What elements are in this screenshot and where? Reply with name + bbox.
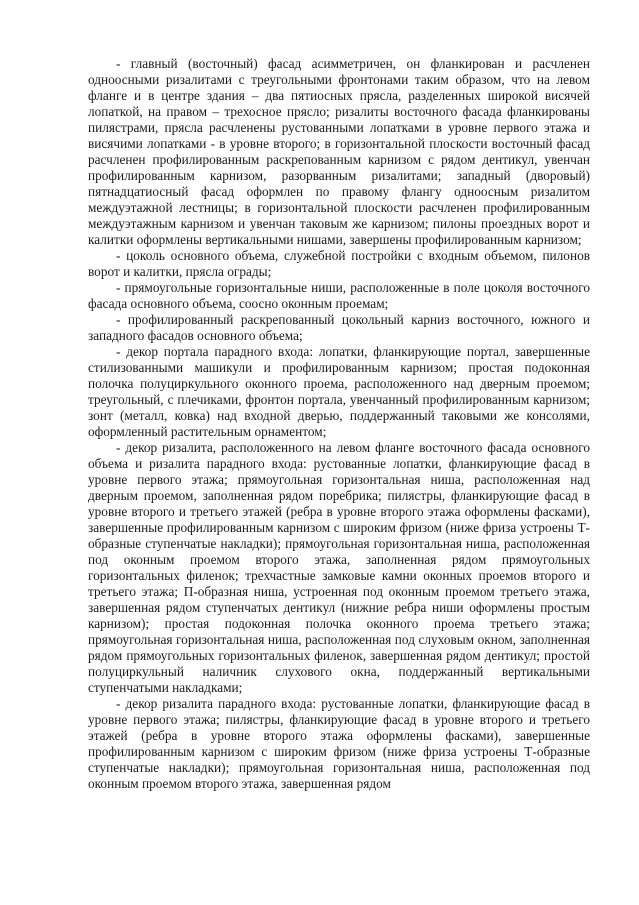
document-body [88,56,590,792]
paragraph-portal-decor: - декор портала парадного входа: лопатки, фланкирующие портал, завершенные стилизованными машикули и профилированным карнизом; простая подоконная полочка полуциркульного оконного проема, расположенного над дверным проемом; треугольный, с плечиками, фронтон портала, увенчанный профилированным карнизом; зонт (металл, ковка) над входной дверью, поддержанный таковыми же консолями, оформленный растительным орнаментом; [88,344,590,439]
paragraph-main-facade: - главный (восточный) фасад асимметричен, он фланкирован и расчленен одноосными ризалитами с треугольными фронтонами таким образом, что на левом фланге и в центре здания – два пятиосных прясла, разделенных широкой висячей лопаткой, на правом – трехосное прясло; ризалиты восточного фасада фланкированы пилястрами, прясла расчленены рустованными лопатками в уровне первого этажа и висячими лопатками - в уровне второго; в горизонтальной плоскости восточный фасад расчленен профилированным раскрепованным карнизом с рядом дентикул, увенчан профилированным карнизом, разорванным ризалитами; западный (дворовый) пятнадцатиосный фасад оформлен по правому флангу одноосным ризалитом междуэтажной лестницы; в горизонтальной плоскости расчленен профилированным междуэтажным карнизом и увенчан таковым же карнизом; пилоны проездных ворот и калитки оформлены вертикальными нишами, завершены профилированным карнизом; [88,56,590,247]
paragraph-plinth-cornice: - профилированный раскрепованный цокольный карниз восточного, южного и западного фасадов основного объема; [88,312,590,343]
paragraph-plinth: - цоколь основного объема, служебной постройки с входным объемом, пилонов ворот и калитки, прясла ограды; [88,248,590,279]
paragraph-niches: - прямоугольные горизонтальные ниши, расположенные в поле цоколя восточного фасада основного объема, соосно оконным проемам; [88,280,590,311]
paragraph-left-risalit-decor: - декор ризалита, расположенного на левом фланге восточного фасада основного объема и ризалита парадного входа: рустованные лопатки, фланкирующие фасад в уровне первого этажа; прямоугольная горизонтальная ниша, расположенная над дверным проемом, заполненная рядом поребрика; пилястры, фланкирующие фасад в уровне второго и третьего этажей (ребра в уровне второго этажа оформлены фасками), завершенные профилированным карнизом с широким фризом (ниже фриза устроены Т-образные ступенчатые накладки); прямоугольная горизонтальная ниша, расположенная под оконным проемом второго этажа, заполненная рядом прямоугольных горизонтальных филенок; трехчастные замковые камни оконных проемов второго и третьего этажа; П-образная ниша, устроенная под оконным проемом третьего этажа, завершенная рядом ступенчатых дентикул (нижние ребра ниши оформлены простым карнизом); простая подоконная полочка оконного проема третьего этажа; прямоугольная горизонтальная ниша, расположенная под слуховым окном, заполненная рядом прямоугольных горизонтальных филенок, завершенная рядом дентикул; простой полуциркульный наличник слухового окна, поддержанный вертикальными ступенчатыми накладками; [88,440,590,695]
paragraph-entrance-risalit-decor: - декор ризалита парадного входа: рустованные лопатки, фланкирующие фасад в уровне первого этажа; пилястры, фланкирующие фасад в уровне второго и третьего этажей (ребра в уровне второго этажа оформлены фасками), завершенные профилированным карнизом с широким фризом (ниже фриза устроены Т-образные ступенчатые накладки); прямоугольная горизонтальная ниша, расположенная под оконным проемом второго этажа, завершенная рядом [88,696,590,791]
